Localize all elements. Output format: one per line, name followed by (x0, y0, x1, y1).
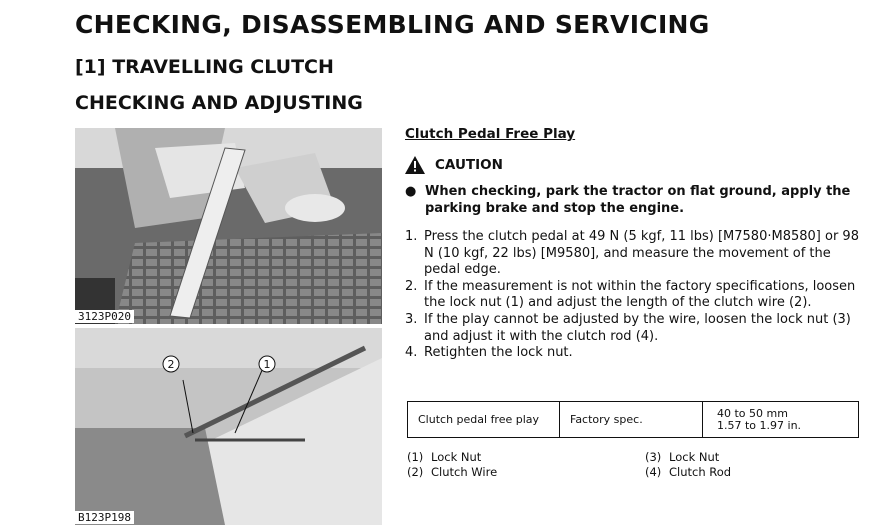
caution-bullet (405, 183, 860, 217)
bullet-dot-icon: ● (405, 184, 417, 199)
procedure-step (405, 312, 860, 345)
photo-code-bottom: B123P198 (75, 511, 134, 524)
spec-item-cell: Clutch pedal free play (408, 402, 560, 437)
caution-label: CAUTION (435, 157, 503, 173)
legend-number: (4) (645, 465, 662, 479)
step-number: 2. (405, 278, 418, 294)
callout-number-1: 1 (263, 358, 271, 371)
procedure-heading: Clutch Pedal Free Play (405, 126, 576, 142)
section-title: [1] TRAVELLING CLUTCH (75, 56, 334, 78)
legend-label: Clutch Rod (669, 465, 732, 479)
spec-value-mm: 40 to 50 mm (717, 406, 788, 420)
spec-value-cell (703, 402, 858, 437)
page-title: CHECKING, DISASSEMBLING AND SERVICING (75, 10, 710, 39)
legend-number: (2) (407, 465, 424, 479)
legend-label: Clutch Wire (431, 465, 498, 479)
legend-column-right (645, 450, 731, 480)
subsection-title: CHECKING AND ADJUSTING (75, 92, 363, 114)
procedure-column (405, 126, 860, 362)
callout-number-2: 2 (167, 358, 175, 371)
procedure-step (405, 229, 860, 279)
legend-label: Lock Nut (431, 450, 482, 464)
legend-column-left (407, 450, 497, 480)
spec-table (407, 401, 859, 438)
legend-item (645, 450, 731, 465)
step-number: 1. (405, 229, 418, 244)
photo-clutch-pedal-measurement (75, 128, 382, 324)
legend-item (645, 465, 731, 480)
procedure-step (405, 279, 860, 312)
procedure-step (405, 345, 860, 362)
photo-code-top: 3123P020 (75, 310, 134, 323)
legend-number: (3) (645, 450, 662, 464)
legend-item (407, 465, 497, 480)
spec-value-in: 1.57 to 1.97 in. (717, 418, 802, 432)
legend-item (407, 450, 497, 465)
photo-clutch-wire-linkage (75, 328, 382, 525)
photo-illustration-pedal (75, 128, 382, 324)
photo-illustration-linkage (75, 328, 382, 525)
caution-row (405, 156, 860, 174)
legend-label: Lock Nut (669, 450, 720, 464)
warning-triangle-icon (405, 156, 425, 174)
legend-number: (1) (407, 450, 424, 464)
step-text: If the play cannot be adjusted by the wire, loosen the lock nut (3) and adjust it with the clutch rod (4). (424, 311, 851, 344)
caution-bullet-text: When checking, park the tractor on flat ground, apply the parking brake and stop the engine. (425, 184, 851, 216)
step-number: 4. (405, 345, 418, 361)
step-text: Press the clutch pedal at 49 N (5 kgf, 11 lbs) [M7580·M8580] or 98 N (10 kgf, 22 lbs) [M9580], and measure the movement of the pedal edge. (424, 229, 859, 278)
spec-label-cell: Factory spec. (560, 402, 703, 437)
procedure-steps (405, 229, 860, 362)
step-number: 3. (405, 311, 418, 327)
step-text: Retighten the lock nut. (424, 345, 573, 361)
step-text: If the measurement is not within the factory specifications, loosen the lock nut (1) and adjust the length of the clutch wire (2). (424, 278, 856, 311)
